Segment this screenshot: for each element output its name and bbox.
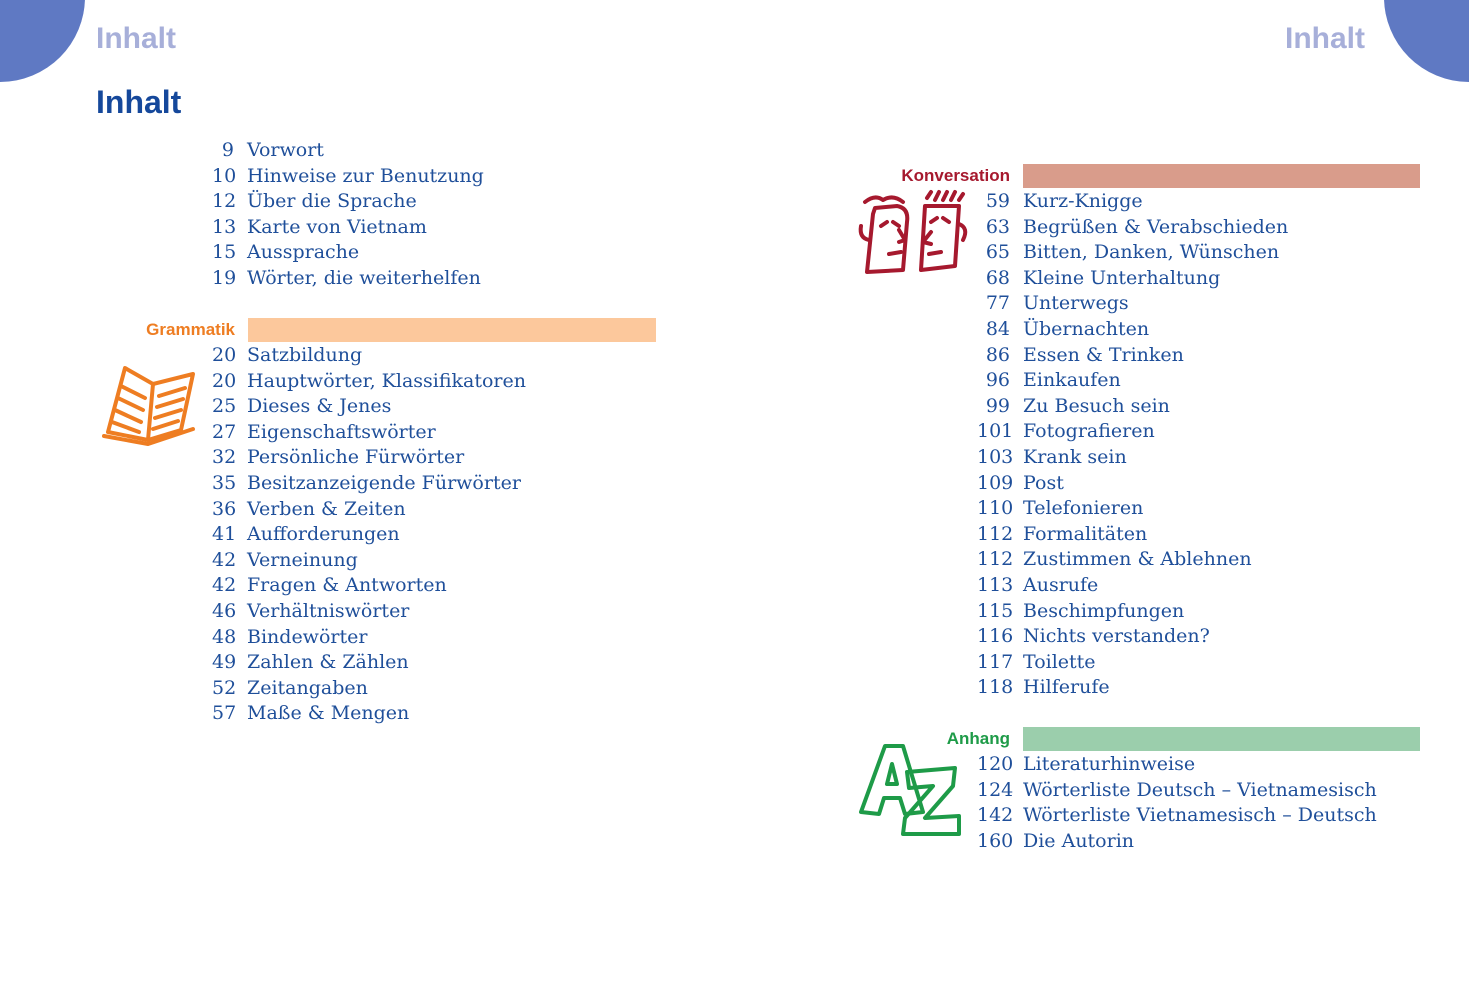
toc-entry-page: 20 (212, 369, 237, 392)
toc-entry-title: Die Autorin (1023, 829, 1135, 852)
toc-entry-title: Besitzanzeigende Fürwörter (247, 471, 521, 494)
toc-entry-page: 63 (985, 215, 1010, 238)
toc-entry (212, 573, 526, 599)
toc-entry-page: 59 (985, 190, 1010, 212)
open-book-icon (101, 362, 201, 447)
toc-entry (212, 343, 526, 369)
toc-entry-page: 41 (212, 523, 237, 546)
toc-entry-page: 86 (985, 343, 1010, 366)
toc-entry-page: 9 (221, 139, 234, 161)
toc-entry-page: 52 (212, 676, 237, 699)
toc-entry-page: 32 (212, 446, 237, 469)
toc-entry-title: Formalitäten (1023, 522, 1148, 545)
toc-entry (977, 189, 1288, 215)
toc-entry-page: 112 (977, 522, 1014, 545)
toc-entry (212, 369, 526, 395)
toc-anhang-list (977, 752, 1377, 854)
toc-entry-page: 57 (212, 702, 237, 725)
toc-entry-page: 103 (977, 445, 1014, 468)
toc-entry-page: 27 (212, 420, 237, 443)
toc-entry-title: Maße & Mengen (247, 702, 410, 725)
toc-entry-page: 96 (985, 369, 1010, 392)
toc-entry-page: 116 (977, 625, 1014, 648)
toc-entry-title: Fotografieren (1023, 420, 1155, 443)
toc-entry (212, 266, 484, 292)
toc-entry-title: Dieses & Jenes (247, 395, 392, 418)
toc-entry-page: 49 (212, 651, 237, 674)
toc-entry (212, 189, 484, 215)
toc-entry (977, 317, 1288, 343)
toc-entry-title: Bitten, Danken, Wünschen (1023, 241, 1280, 264)
toc-entry-title: Verneinung (247, 548, 358, 571)
toc-entry-title: Fragen & Antworten (247, 574, 447, 597)
toc-entry-page: 84 (985, 317, 1010, 340)
toc-entry-page: 46 (212, 599, 237, 622)
toc-entry-page: 20 (212, 344, 237, 366)
section-bar-grammatik (248, 318, 656, 342)
toc-entry (977, 343, 1288, 369)
toc-entry-title: Unterwegs (1023, 292, 1129, 315)
toc-entry-page: 113 (977, 573, 1014, 596)
toc-entry (977, 522, 1288, 548)
toc-entry (212, 138, 484, 164)
toc-entry-title: Übernachten (1023, 317, 1150, 340)
toc-entry (212, 497, 526, 523)
toc-entry (977, 215, 1288, 241)
toc-entry-title: Krank sein (1023, 445, 1127, 468)
toc-entry-page: 10 (212, 164, 237, 187)
toc-entry (212, 471, 526, 497)
toc-entry (977, 778, 1377, 804)
toc-entry-title: Zeitangaben (247, 676, 368, 699)
toc-entry-page: 36 (212, 497, 237, 520)
toc-entry (977, 496, 1288, 522)
toc-entry-title: Literaturhinweise (1023, 753, 1196, 775)
toc-entry (977, 291, 1288, 317)
toc-entry (977, 419, 1288, 445)
toc-entry (212, 599, 526, 625)
toc-entry (977, 599, 1288, 625)
toc-entry-title: Persönliche Fürwörter (247, 446, 465, 469)
toc-entry (977, 752, 1377, 778)
toc-entry-page: 120 (977, 753, 1014, 775)
toc-entry (977, 573, 1288, 599)
toc-entry-title: Ausrufe (1023, 573, 1099, 596)
toc-entry-title: Toilette (1023, 650, 1096, 673)
toc-entry-title: Kurz-Knigge (1023, 190, 1143, 212)
toc-entry-title: Aufforderungen (247, 523, 400, 546)
toc-entry-page: 13 (212, 215, 237, 238)
toc-entry-title: Über die Sprache (247, 190, 417, 213)
toc-entry-page: 25 (212, 395, 237, 418)
a-z-icon (859, 742, 963, 836)
corner-decoration-right (1384, 0, 1469, 82)
toc-entry-page: 110 (977, 497, 1014, 520)
toc-entry-page: 109 (977, 471, 1014, 494)
toc-entry (212, 164, 484, 190)
toc-entry-page: 65 (985, 241, 1010, 264)
toc-entry-page: 19 (212, 266, 237, 289)
toc-entry-page: 42 (212, 548, 237, 571)
toc-entry (212, 394, 526, 420)
toc-entry-title: Post (1023, 471, 1064, 494)
section-label-konversation: Konversation (901, 166, 1010, 185)
toc-entry (977, 650, 1288, 676)
toc-entry-title: Nichts verstanden? (1023, 625, 1210, 648)
section-label-anhang: Anhang (946, 729, 1010, 748)
toc-entry (212, 701, 526, 727)
toc-entry (212, 548, 526, 574)
toc-entry-page: 48 (212, 625, 237, 648)
running-head-left: Inhalt (96, 22, 176, 55)
toc-entry-title: Bindewörter (247, 625, 368, 648)
toc-entry-title: Zahlen & Zählen (247, 651, 409, 674)
toc-entry-title: Hinweise zur Benutzung (247, 164, 484, 187)
toc-entry (977, 266, 1288, 292)
toc-entry-page: 117 (977, 650, 1014, 673)
toc-entry (212, 676, 526, 702)
toc-entry-page: 68 (985, 266, 1010, 289)
toc-entry-title: Karte von Vietnam (247, 215, 427, 238)
toc-entry-page: 77 (985, 292, 1010, 315)
corner-decoration-left (0, 0, 85, 82)
toc-entry-page: 35 (212, 471, 237, 494)
toc-entry-title: Kleine Unterhaltung (1023, 266, 1221, 289)
toc-entry (977, 803, 1377, 829)
two-faces-icon (859, 192, 971, 274)
toc-entry-page: 118 (977, 676, 1014, 699)
toc-entry-title: Zu Besuch sein (1023, 394, 1170, 417)
toc-entry (977, 675, 1288, 701)
toc-entry (212, 522, 526, 548)
page-title: Inhalt (96, 84, 182, 120)
toc-entry-page: 12 (212, 190, 237, 213)
toc-entry (212, 445, 526, 471)
toc-entry-title: Hauptwörter, Klassifikatoren (247, 369, 526, 392)
toc-entry (977, 445, 1288, 471)
toc-entry-title: Aussprache (247, 241, 360, 264)
toc-entry-title: Beschimpfungen (1023, 599, 1185, 622)
toc-entry-page: 101 (977, 420, 1014, 443)
toc-entry-page: 112 (977, 548, 1014, 571)
toc-entry (977, 368, 1288, 394)
toc-entry-title: Satzbildung (247, 344, 363, 366)
toc-entry-title: Verben & Zeiten (247, 497, 406, 520)
toc-entry-page: 115 (977, 599, 1014, 622)
toc-intro-list (212, 138, 484, 292)
toc-entry (212, 420, 526, 446)
toc-entry (212, 240, 484, 266)
toc-grammatik-list (212, 343, 526, 727)
section-bar-konversation (1023, 164, 1420, 188)
toc-entry-title: Verhältniswörter (247, 599, 410, 622)
toc-entry (977, 624, 1288, 650)
toc-entry-title: Wörter, die weiterhelfen (247, 266, 481, 289)
section-bar-anhang (1023, 727, 1420, 751)
toc-entry-title: Wörterliste Vietnamesisch – Deutsch (1023, 804, 1377, 827)
toc-entry (977, 240, 1288, 266)
toc-entry-page: 124 (977, 778, 1014, 801)
toc-entry (212, 215, 484, 241)
section-label-grammatik: Grammatik (146, 320, 235, 339)
toc-entry-title: Zustimmen & Ablehnen (1023, 548, 1252, 571)
toc-konversation-list (977, 189, 1288, 701)
toc-entry (977, 471, 1288, 497)
toc-entry-title: Wörterliste Deutsch – Vietnamesisch (1023, 778, 1377, 801)
toc-entry (977, 547, 1288, 573)
toc-entry (977, 829, 1377, 855)
toc-entry-title: Vorwort (247, 139, 324, 161)
toc-entry-page: 15 (212, 241, 237, 264)
toc-entry-page: 160 (977, 829, 1014, 852)
toc-entry-title: Telefonieren (1023, 497, 1144, 520)
toc-entry (977, 394, 1288, 420)
toc-entry-title: Hilferufe (1023, 676, 1110, 699)
toc-entry-page: 42 (212, 574, 237, 597)
toc-entry-title: Einkaufen (1023, 369, 1121, 392)
toc-entry (212, 625, 526, 651)
toc-entry-page: 99 (985, 394, 1010, 417)
toc-entry-title: Begrüßen & Verabschieden (1023, 215, 1289, 238)
running-head-right: Inhalt (1285, 22, 1365, 55)
toc-entry-title: Essen & Trinken (1023, 343, 1184, 366)
toc-entry (212, 650, 526, 676)
toc-entry-title: Eigenschaftswörter (247, 420, 436, 443)
toc-entry-page: 142 (977, 804, 1014, 827)
